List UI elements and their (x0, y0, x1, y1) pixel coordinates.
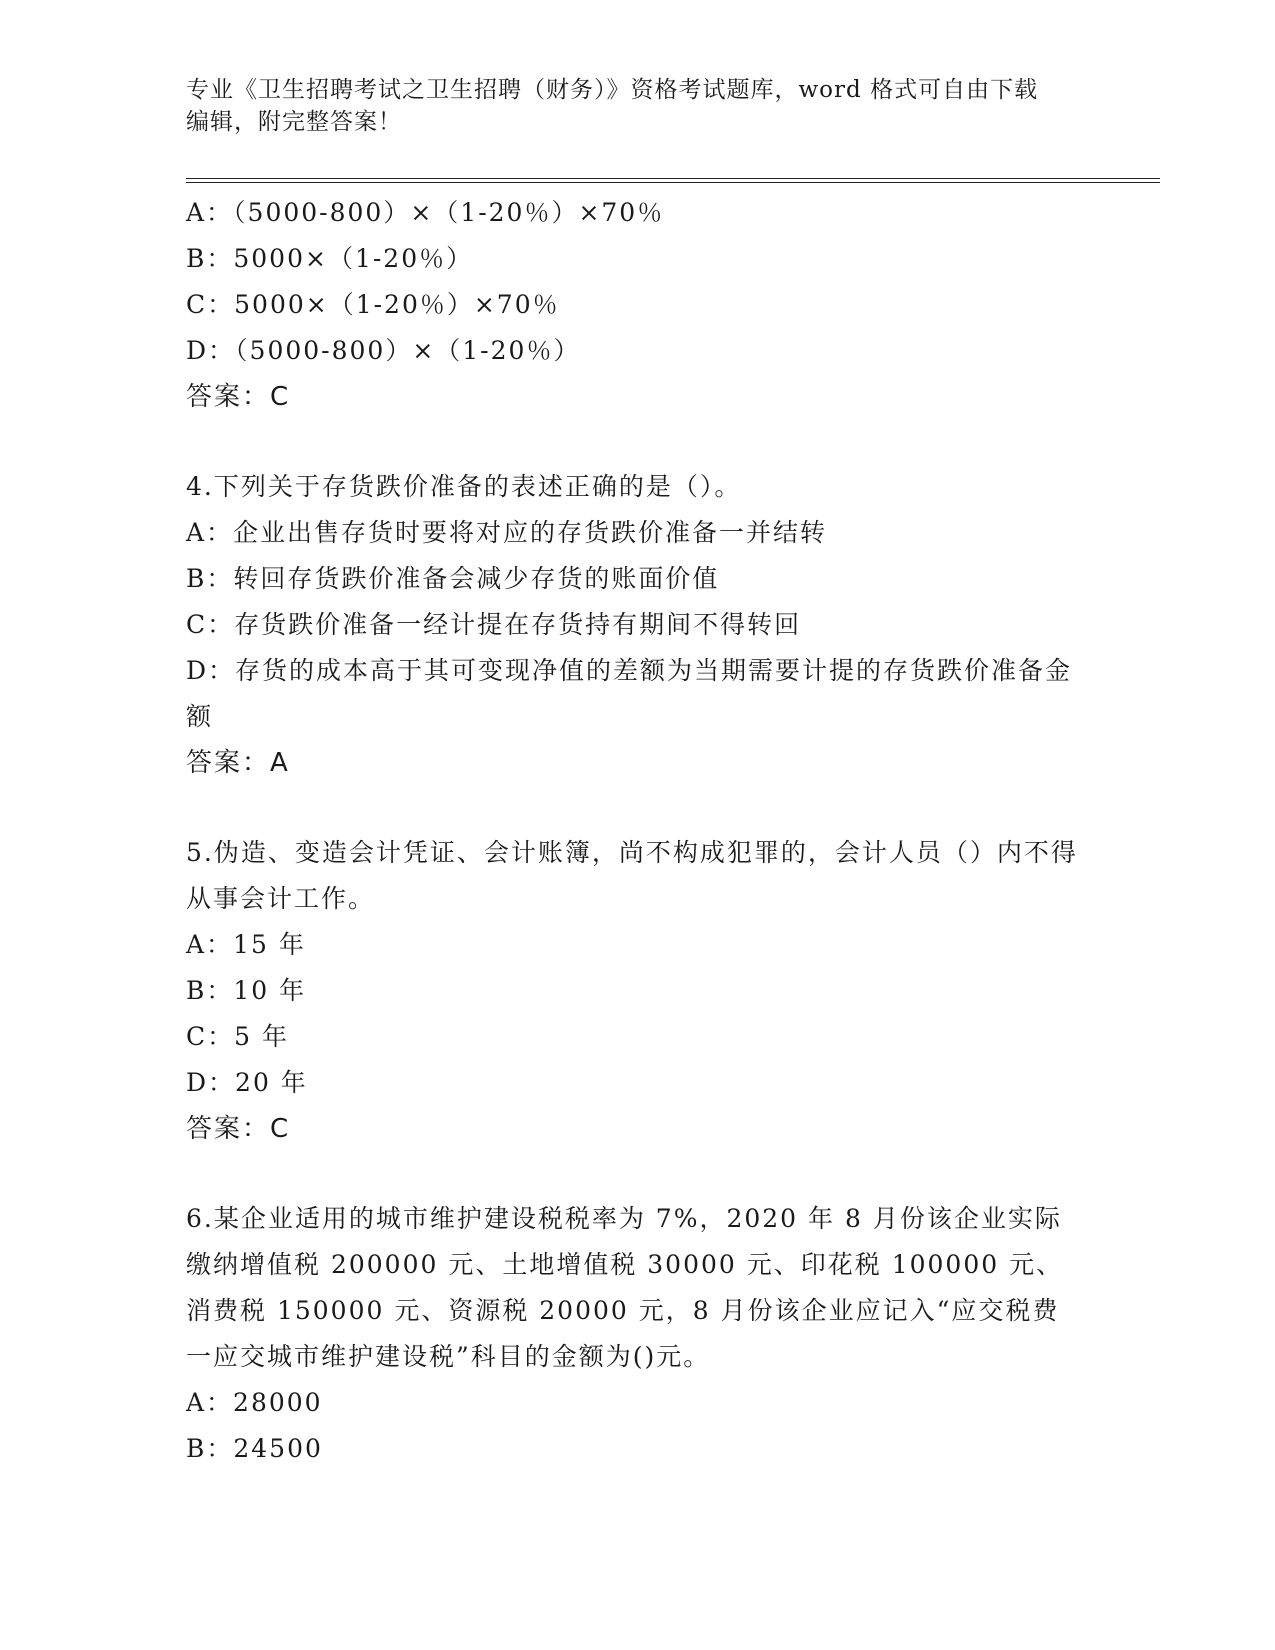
option-b: B：24500 (186, 1434, 323, 1463)
spacer (186, 786, 1086, 830)
question-3 (186, 190, 1086, 420)
answer: 答案：A (186, 748, 290, 778)
option-a: A：（5000-800）×（1-20％）×70％ (186, 198, 665, 227)
question-4 (186, 464, 1086, 786)
option-c: C：5000×（1-20％）×70％ (186, 290, 560, 319)
spacer (186, 1152, 1086, 1196)
header-divider (186, 178, 1160, 183)
header-line-2: 编辑，附完整答案！ (186, 109, 402, 135)
option-d: D：存货的成本高于其可变现净值的差额为当期需要计提的存货跌价准备金额 (186, 656, 1073, 731)
option-d: D：（5000-800）×（1-20％） (186, 336, 581, 365)
option-a: A：15 年 (186, 930, 306, 959)
spacer (186, 420, 1086, 464)
question-text: 4.下列关于存货跌价准备的表述正确的是（）。 (186, 472, 742, 501)
document-header (186, 74, 1086, 138)
option-a: A：企业出售存货时要将对应的存货跌价准备一并结转 (186, 518, 828, 547)
option-d: D：20 年 (186, 1068, 308, 1097)
answer: 答案：C (186, 1114, 291, 1144)
answer: 答案：C (186, 382, 291, 412)
option-c: C：5 年 (186, 1022, 289, 1051)
question-5 (186, 830, 1086, 1152)
option-b: B：5000×（1-20％） (186, 244, 474, 273)
option-c: C：存货跌价准备一经计提在存货持有期间不得转回 (186, 610, 802, 639)
question-text: 5.伪造、变造会计凭证、会计账簿，尚不构成犯罪的，会计人员（）内不得从事会计工作。 (186, 838, 1078, 913)
question-6 (186, 1196, 1086, 1472)
option-b: B：10 年 (186, 976, 307, 1005)
question-list (186, 190, 1086, 1472)
option-b: B：转回存货跌价准备会减少存货的账面价值 (186, 564, 720, 593)
option-a: A：28000 (186, 1388, 323, 1417)
question-text: 6.某企业适用的城市维护建设税税率为 7%，2020 年 8 月份该企业实际缴纳增值税 200000 元、土地增值税 30000 元、印花税 100000 元、消费税 150000 元、资源税 20000 元，8 月份该企业应记入“应交税费一应交城市维护建设税”科目的金额为()元。 (186, 1204, 1064, 1371)
header-line-1: 专业《卫生招聘考试之卫生招聘（财务）》资格考试题库，word 格式可自由下载 (186, 77, 1039, 103)
